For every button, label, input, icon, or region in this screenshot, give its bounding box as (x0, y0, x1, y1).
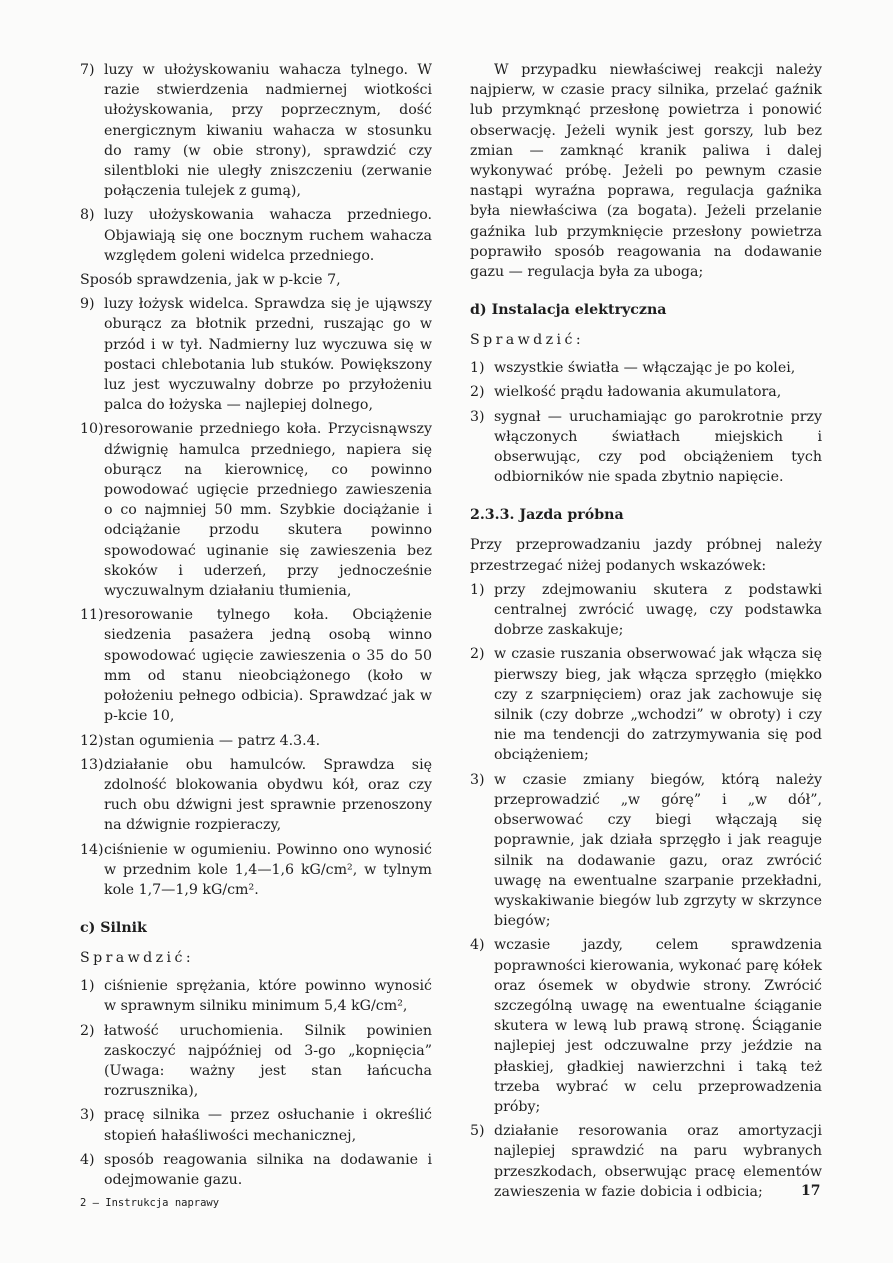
item-text: resorowanie tylnego koła. Obciążenie siedzenia pasażera jedną osobą winno spowodować ugięcie zawieszenia o 35 do 50 mm od stanu nieobciążonego (koło w położeniu pełnego odbicia). Sprawdzać jak w p-kcie 10, (104, 607, 432, 725)
item-number: 1) (470, 360, 485, 377)
list-item (470, 1121, 822, 1202)
test-intro: Przy przeprowadzaniu jazdy próbnej należy przestrzegać niżej podanych wskazówek: (470, 537, 822, 574)
list-item (470, 935, 822, 1117)
item-text: luzy w ułożyskowaniu wahacza tylnego. W razie stwierdzenia nadmiernej wiotkości ułożyskowania, przy poprzecznym, dość energicznym kiwaniu wahacza w stosunku do ramy (w obie strony), sprawdzić czy silentbloki nie uległy zniszczeniu (zerwanie połączenia tulejek z gumą), (104, 62, 432, 200)
item-number: 2) (470, 646, 485, 663)
item-number: 3) (470, 771, 485, 788)
item-text: wszystkie światła — włączając je po kolei, (494, 360, 796, 377)
item-text: ciśnienie w ogumieniu. Powinno ono wynosić w przednim kole 1,4—1,6 kG/cm², w tylnym kole 1,7—1,9 kG/cm². (104, 841, 432, 898)
item-text: w czasie ruszania obserwować jak włącza się pierwszy bieg, jak włącza sprzęgło (miękko czy z szarpnięciem) oraz jak zachowuje się silnik (czy dobrze „wchodzi” w obroty) i czy nie ma tendencji do zatrzymywania się pod obciążeniem; (494, 646, 822, 764)
left-column (80, 60, 432, 1194)
item-number: 11) (80, 607, 104, 624)
item-text: stan ogumienia — patrz 4.3.4. (104, 732, 321, 749)
list-item (80, 840, 432, 901)
item-text: wielkość prądu ładowania akumulatora, (494, 384, 782, 401)
list-item (470, 580, 822, 641)
item-text: sposób reagowania silnika na dodawanie i odejmowanie gazu. (104, 1151, 432, 1188)
list-item (80, 60, 432, 201)
item-text: przy zdejmowaniu skutera z podstawki centralnej zwrócić uwagę, czy podstawka dobrze zaskakuje; (494, 581, 822, 639)
list-item (470, 770, 822, 932)
section-d-heading: d) Instalacja elektryczna (470, 302, 667, 319)
item-number: 1) (80, 978, 95, 995)
list-item (80, 1021, 432, 1102)
item-text: ciśnienie sprężania, które powinno wynosić w sprawnym silniku minimum 5,4 kG/cm², (104, 978, 432, 1015)
section-233-heading: 2.3.3. Jazda próbna (470, 507, 624, 524)
method-note: Sposób sprawdzenia, jak w p-kcie 7, (80, 272, 341, 289)
item-text: w czasie zmiany biegów, którą należy przeprowadzić „w górę” i „w dół”, obserwować czy biegi włączają się poprawnie, jak działa sprzęgło i jak reaguje silnik na dodawanie gazu, oraz zwrócić uwagę na ewentualne szarpanie przekładni, wyskakiwanie biegów lub zgrzyty w skrzynce biegów; (494, 771, 822, 930)
list-item (470, 358, 822, 378)
intro-paragraph: W przypadku niewłaściwej reakcji należy najpierw, w czasie pracy silnika, przelać gaźnik lub przymknąć przesłonę powietrza i ponowić obserwację. Jeżeli wynik jest gorszy, lub bez zmian — zamknąć kranik paliwa i dalej wykonywać próbę. Jeżeli po pewnym czasie nastąpi wyraźna poprawa, regulacja gaźnika była niewłaściwa (za bogata). Jeżeli przelanie gaźnika lub przymknięcie przesłony powietrza poprawiło sposób reagowania na dodawanie gazu — regulacja była za uboga; (470, 62, 822, 281)
item-text: resorowanie przedniego koła. Przycisnąwszy dźwignię hamulca przedniego, napiera się oburącz na kierownicę, co powinno powodować ugięcie przedniego zawieszenia o co najmniej 50 mm. Szybkie dociążanie i odciążanie przodu skutera powinno spowodować uginanie się zawieszenia bez skoków i uderzeń, przy jednocześnie wyczuwalnym działaniu tłumienia, (104, 421, 432, 600)
section-c-heading: c) Silnik (80, 920, 147, 937)
check-label: Sprawdzić: (470, 332, 585, 349)
item-number: 12) (80, 732, 104, 749)
item-number: 8) (80, 207, 95, 224)
item-number: 3) (80, 1107, 95, 1124)
item-number: 5) (470, 1123, 485, 1140)
item-number: 3) (470, 408, 485, 425)
list-item (470, 407, 822, 488)
item-text: luzy łożysk widelca. Sprawdza się je ująwszy oburącz za błotnik przedni, ruszając go w przód i w tył. Nadmierny luz wyczuwa się w postaci chlebotania lub stuków. Powiększony luz jest wyczuwalny dobrze po przyłożeniu palca do łożyska — najlepiej dolnego, (104, 296, 432, 414)
list-item (80, 755, 432, 836)
item-number: 7) (80, 62, 95, 78)
item-text: łatwość uruchomienia. Silnik powinien zaskoczyć najpóźniej od 3-go „kopnięcia” (Uwaga: ważny jest stan łańcucha rozrusznika), (104, 1022, 432, 1100)
list-item (80, 976, 432, 1016)
item-text: sygnał — uruchamiając go parokrotnie przy włączonych światłach miejskich i obserwując, czy pod obciążeniem tych odbiorników nie spada zbytnio napięcie. (494, 408, 822, 486)
list-item (470, 644, 822, 765)
list-item (80, 1105, 432, 1145)
item-number: 1) (470, 581, 485, 598)
list-item (80, 1150, 432, 1190)
list-item (80, 205, 432, 266)
item-number: 13) (80, 756, 104, 773)
item-text: luzy ułożyskowania wahacza przedniego. Objawiają się one bocznym ruchem wahacza względem goleni widelca przedniego. (104, 207, 432, 264)
item-number: 10) (80, 421, 104, 438)
list-item (80, 605, 432, 726)
item-text: działanie obu hamulców. Sprawdza się zdolność blokowania obydwu kół, oraz czy ruch obu dźwigni jest sprawnie przenoszony na dźwignie rozpieraczy, (104, 756, 432, 834)
item-text: działanie resorowania oraz amortyzacji najlepiej sprawdzić na paru wybranych przeszkodach, obserwując pracę elementów zawieszenia w fazie dobicia i odbicia; (494, 1123, 822, 1200)
right-column (470, 60, 822, 1206)
check-label: Sprawdzić: (80, 950, 195, 967)
list-item (80, 731, 432, 751)
item-text: pracę silnika — przez osłuchanie i określić stopień hałaśliwości mechanicznej, (104, 1107, 432, 1144)
footer-note: 2 — Instrukcja naprawy (80, 1197, 220, 1209)
item-number: 2) (470, 384, 485, 401)
item-number: 14) (80, 841, 104, 858)
page-number: 17 (801, 1183, 821, 1199)
list-item (470, 382, 822, 402)
item-number: 9) (80, 296, 95, 313)
item-number: 4) (470, 937, 485, 954)
list-item (80, 419, 432, 601)
item-text: wczasie jazdy, celem sprawdzenia poprawności kierowania, wykonać parę kółek oraz ósemek w obydwie strony. Zwrócić szczególną uwagę na ewentualne ściąganie skutera w lewą lub prawą stronę. Ściąganie najlepiej jest odczuwalne przy jeździe na płaskiej, gładkiej nawierzchni i taką też trzeba wybrać w celu przeprowadzenia próby; (494, 937, 822, 1115)
list-item (80, 294, 432, 415)
item-number: 4) (80, 1151, 95, 1168)
item-number: 2) (80, 1022, 95, 1039)
